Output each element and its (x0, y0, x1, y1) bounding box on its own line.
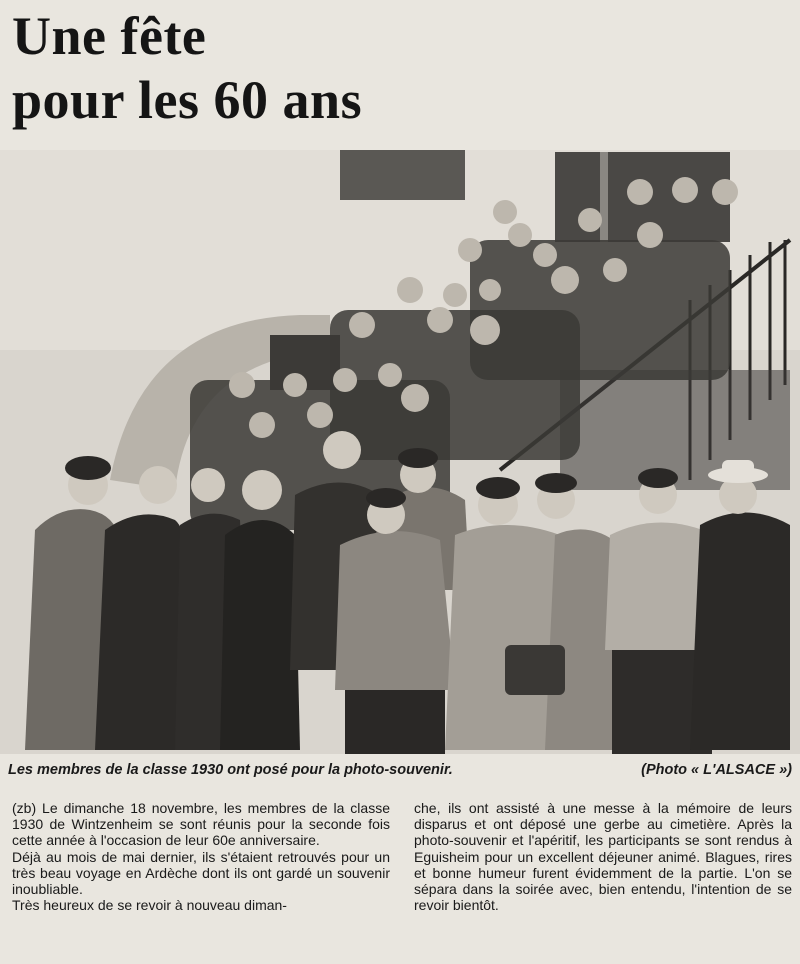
paragraph: (zb) Le dimanche 18 novembre, les membres de la classe 1930 de Wintzenheim se sont réunis pour la seconde fois cette année à l'occasion de leur 60e anniversaire. (12, 800, 390, 849)
headline-line-2: pour les 60 ans (12, 70, 363, 130)
article-column-2 (414, 800, 792, 913)
article-column-1 (12, 800, 390, 913)
photo-caption-row (8, 758, 792, 782)
photo-caption: Les membres de la classe 1930 ont posé pour la photo-souvenir. (8, 762, 453, 778)
headline-line-1: Une fête (12, 6, 207, 66)
headline (12, 4, 572, 132)
paragraph: Déjà au mois de mai dernier, ils s'étaient retrouvés pour un très beau voyage en Ardèche dont ils ont gardé un souvenir inoubliable. (12, 848, 390, 898)
paragraph: che, ils ont assisté à une messe à la mémoire de leurs disparus et ont déposé une gerbe au cimetière. Après la photo-souvenir et l'apéritif, les participants se sont rendus à Eguisheim pour un excellent déjeuner animé. Blagues, rires et bonne humeur furent évidemment de la partie. L'on se sépara dans la soirée avec, bien entendu, l'intention de se revoir bientôt. (414, 800, 792, 914)
paragraph: Très heureux de se revoir à nouveau diman- (12, 897, 287, 914)
group-photo-illustration (0, 150, 800, 754)
group-photo (0, 150, 800, 754)
photo-credit: (Photo « L'ALSACE ») (641, 762, 792, 778)
article-body (12, 800, 792, 950)
